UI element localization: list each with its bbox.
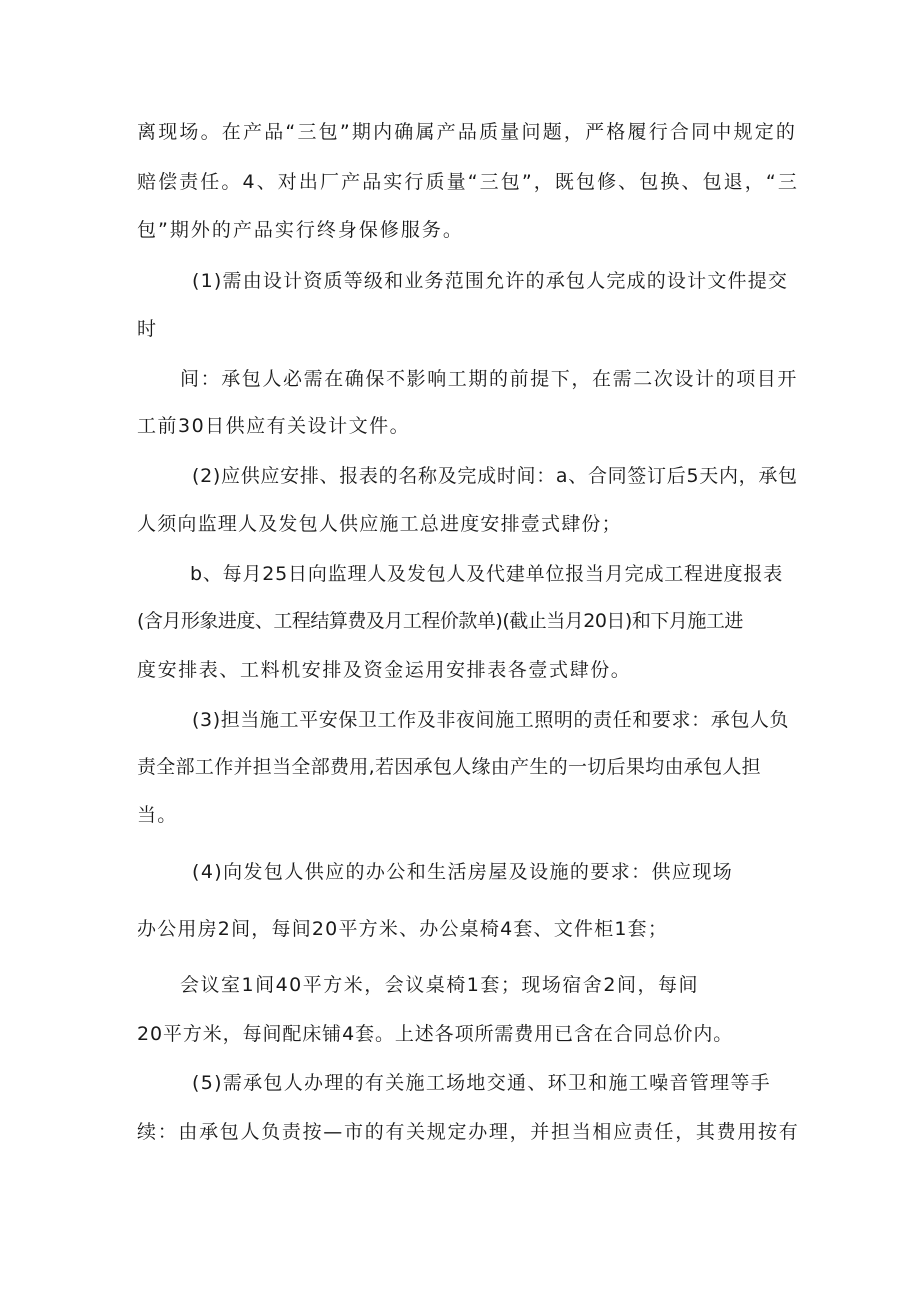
text-line: 度安排表、工料机安排及资金运用安排表各壹式肆份。 <box>137 659 632 681</box>
text-line: (5)需承包人办理的有关施工场地交通、环卫和施工噪音管理等手 <box>192 1072 771 1094</box>
text-line: 续：由承包人负责按—市的有关规定办理，并担当相应责任，其费用按有 <box>137 1121 800 1143</box>
text-line: (含月形象进度、工程结算费及月工程价款单)(截止当月20日)和下月施工进 <box>137 610 743 632</box>
text-line: 责全部工作并担当全部费用,若因承包人缘由产生的一切后果均由承包人担 <box>137 756 761 778</box>
text-line: b、每月25日向监理人及发包人及代建单位报当月完成工程进度报表 <box>190 563 784 585</box>
text-line: 离现场。在产品“三包”期内确属产品质量问题，严格履行合同中规定的 <box>137 121 798 143</box>
text-line: 工前30日供应有关设计文件。 <box>137 415 411 437</box>
text-line: (4)向发包人供应的办公和生活房屋及设施的要求：供应现场 <box>192 861 734 883</box>
text-line: 间：承包人必需在确保不影响工期的前提下，在需二次设计的项目开 <box>180 368 799 390</box>
text-line: 赔偿责任。4、对出厂产品实行质量“三包”，既包修、包换、包退，“三 <box>137 171 799 193</box>
text-line: 20平方米，每间配床铺4套。上述各项所需费用已含在合同总价内。 <box>137 1023 734 1045</box>
text-line: 人须向监理人及发包人供应施工总进度安排壹式肆份； <box>137 513 622 535</box>
text-line: (3)担当施工平安保卫工作及非夜间施工照明的责任和要求：承包人负 <box>192 709 790 731</box>
text-line: (1)需由设计资质等级和业务范围允许的承包人完成的设计文件提交 <box>192 270 789 292</box>
text-line: (2)应供应安排、报表的名称及完成时间：a、合同签订后5天内，承包 <box>192 465 798 487</box>
text-line: 时 <box>137 318 158 340</box>
text-line: 当。 <box>137 804 178 826</box>
text-line: 会议室1间40平方米，会议桌椅1套；现场宿舍2间，每间 <box>180 974 699 996</box>
text-line: 办公用房2间，每间20平方米、办公桌椅4套、文件柜1套； <box>137 918 669 940</box>
text-line: 包”期外的产品实行终身保修服务。 <box>137 219 464 241</box>
